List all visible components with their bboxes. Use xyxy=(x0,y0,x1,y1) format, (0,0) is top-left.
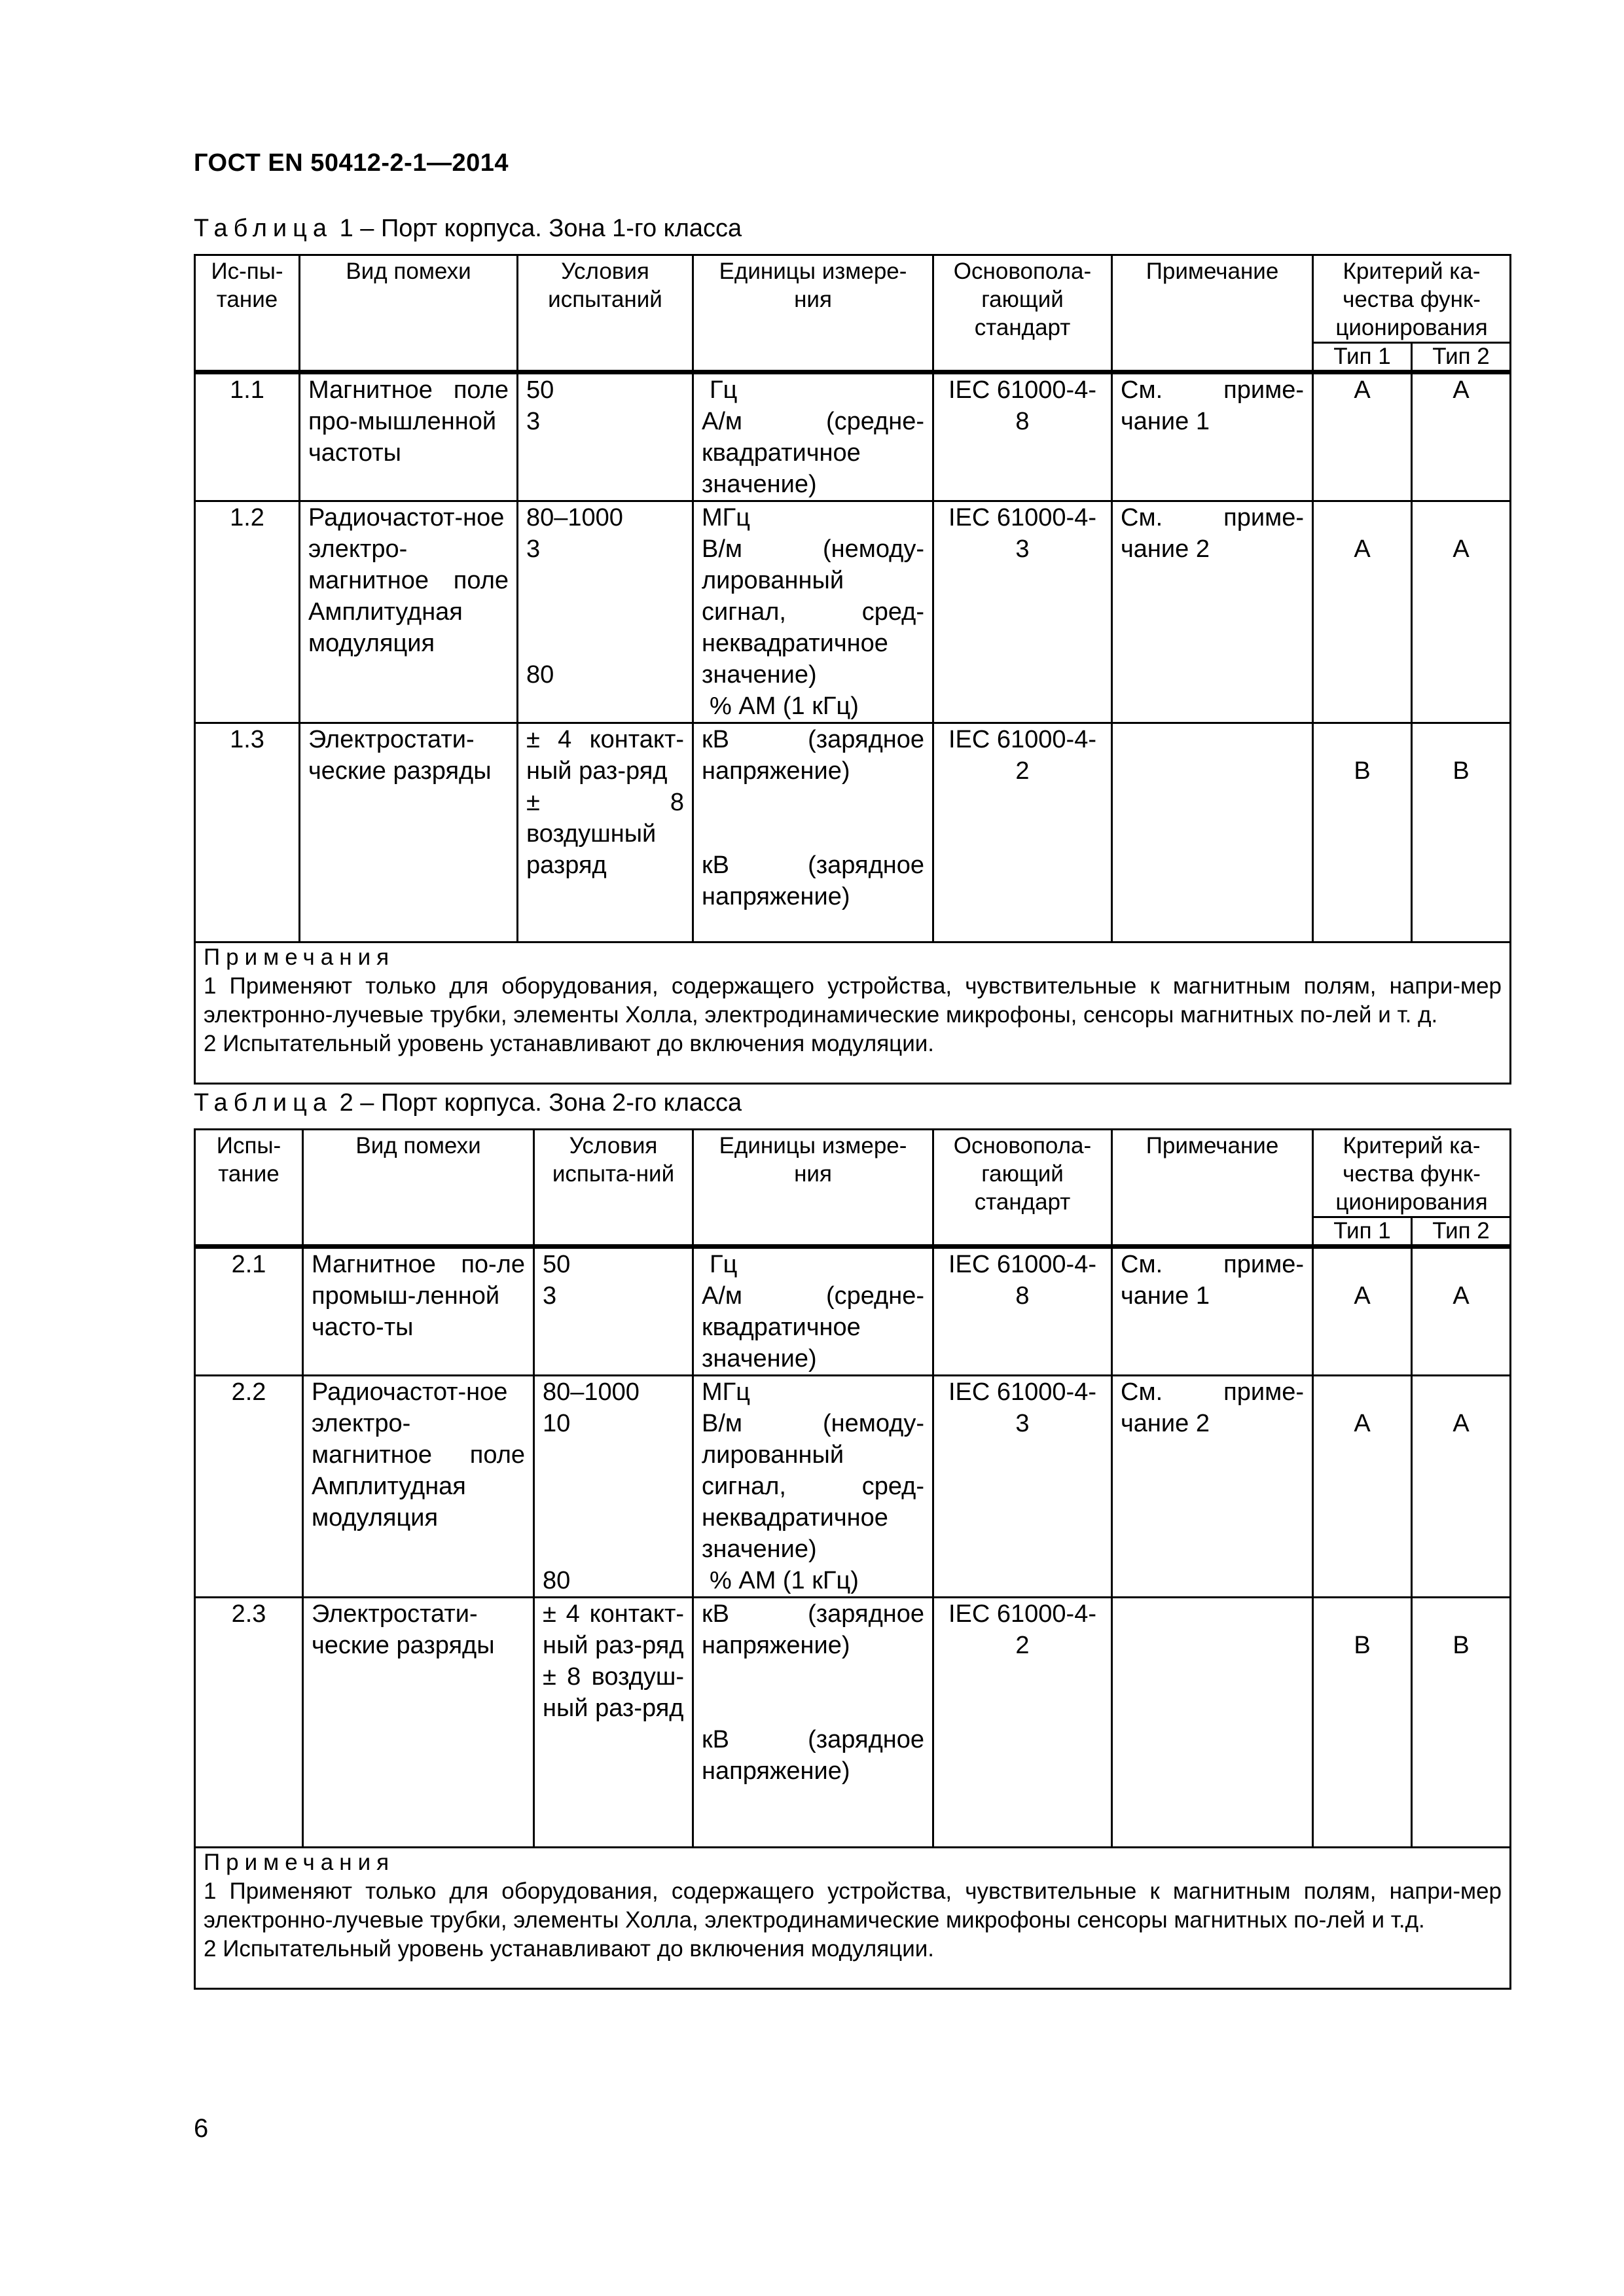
units-air: кВ (зарядное напряжение) xyxy=(702,852,924,910)
row-standard: IEC 61000-4-3 xyxy=(933,1376,1112,1598)
cond-level: 3 xyxy=(543,1282,557,1310)
row-units xyxy=(693,372,933,501)
row-units xyxy=(693,501,933,723)
row-id: 2.2 xyxy=(195,1376,303,1598)
row-standard: IEC 61000-4-8 xyxy=(933,1247,1112,1376)
row-remark xyxy=(1112,723,1313,942)
table-2-header-row xyxy=(195,1130,1511,1217)
row-type-2: A xyxy=(1412,501,1511,723)
table-2-caption-word: Таблица xyxy=(194,1089,333,1117)
table-row xyxy=(195,501,1511,723)
row-id: 1.3 xyxy=(195,723,300,942)
table-1-caption-word: Таблица xyxy=(194,215,333,242)
note-1: 1 Применяют только для оборудования, содержащего устройства, чувствительные к магнитным полям, напри-мер электронно-лучевые трубки, элементы Холла, электродинамические микрофоны, сенсоры магнитных по-лей и т. д. xyxy=(204,973,1502,1028)
row-conditions xyxy=(534,1247,693,1376)
row-id: 1.2 xyxy=(195,501,300,723)
header-type: Вид помехи xyxy=(300,255,518,372)
row-conditions xyxy=(518,723,693,942)
table-row xyxy=(195,372,1511,501)
cond-level: 10 xyxy=(543,1410,571,1437)
row-type-2: B xyxy=(1412,723,1511,942)
header-units: Единицы измере-ния xyxy=(693,255,933,372)
header-remark: Примечание xyxy=(1112,1130,1313,1247)
header-type-2: Тип 2 xyxy=(1412,1217,1511,1247)
row-remark xyxy=(1112,1598,1313,1848)
row-conditions xyxy=(534,1598,693,1848)
notes-row xyxy=(195,1848,1511,1989)
units-contact: кВ (зарядное напряжение) xyxy=(702,1600,924,1659)
notes-row xyxy=(195,942,1511,1084)
row-type-2: A xyxy=(1412,1247,1511,1376)
row-units xyxy=(693,1247,933,1376)
row-units xyxy=(693,1598,933,1848)
units-frequency: МГц xyxy=(702,1378,750,1406)
header-test: Ис-пы-тание xyxy=(195,255,300,372)
units-modulation: % АМ (1 кГц) xyxy=(710,1567,859,1594)
table-1-caption xyxy=(194,215,742,243)
table-row xyxy=(195,1376,1511,1598)
cond-contact: ± 4 контакт-ный раз-ряд xyxy=(543,1600,684,1659)
units-level: В/м (немоду-лированный сигнал, сред-неквадратичное значение) xyxy=(702,535,924,689)
header-conditions: Условия испыта-ний xyxy=(534,1130,693,1247)
row-type: Электростати-ческие разряды xyxy=(303,1598,534,1848)
cond-frequency: 50 xyxy=(543,1251,571,1278)
row-type: Радиочастот-ное электро-магнитное поле Амплитудная модуляция xyxy=(300,501,518,723)
units-frequency: Гц xyxy=(710,1251,738,1278)
cond-frequency: 80–1000 xyxy=(543,1378,640,1406)
page-number: 6 xyxy=(194,2114,209,2143)
table-row xyxy=(195,1598,1511,1848)
row-id: 1.1 xyxy=(195,372,300,501)
row-type-2: B xyxy=(1412,1598,1511,1848)
table-1-caption-title: 1 – Порт корпуса. Зона 1-го класса xyxy=(339,215,742,242)
header-standard: Основопола-гающий стандарт xyxy=(933,255,1112,372)
row-type: Электростати-ческие разряды xyxy=(300,723,518,942)
header-remark: Примечание xyxy=(1112,255,1313,372)
row-remark: См. приме-чание 1 xyxy=(1112,1247,1313,1376)
row-type-1: A xyxy=(1313,501,1412,723)
header-type-2: Тип 2 xyxy=(1412,343,1511,372)
table-2-caption xyxy=(194,1089,742,1117)
row-standard: IEC 61000-4-8 xyxy=(933,372,1112,501)
row-remark: См. приме-чание 1 xyxy=(1112,372,1313,501)
document-header: ГОСТ EN 50412-2-1—2014 xyxy=(194,149,509,177)
row-type-1: A xyxy=(1313,1247,1412,1376)
units-contact: кВ (зарядное напряжение) xyxy=(702,726,924,785)
notes-cell xyxy=(195,942,1511,1084)
header-standard: Основопола-гающий стандарт xyxy=(933,1130,1112,1247)
row-units xyxy=(693,1376,933,1598)
row-type-1: B xyxy=(1313,723,1412,942)
header-type: Вид помехи xyxy=(303,1130,534,1247)
header-criterion: Критерий ка-чества функ-ционирования xyxy=(1313,1130,1511,1217)
cond-air: ± 8 воздуш-ный раз-ряд xyxy=(543,1663,684,1722)
units-frequency: Гц xyxy=(710,376,738,404)
note-2: 2 Испытательный уровень устанавливают до включения модуляции. xyxy=(204,1031,935,1056)
header-type-1: Тип 1 xyxy=(1313,343,1412,372)
row-standard: IEC 61000-4-2 xyxy=(933,1598,1112,1848)
row-conditions xyxy=(518,372,693,501)
header-type-1: Тип 1 xyxy=(1313,1217,1412,1247)
note-1: 1 Применяют только для оборудования, содержащего устройства, чувствительные к магнитным полям, напри-мер электронно-лучевые трубки, элементы Холла, электродинамические микрофоны сенсоры магнитных по-лей и т.д. xyxy=(204,1878,1502,1933)
cond-frequency: 50 xyxy=(526,376,554,404)
row-remark: См. приме-чание 2 xyxy=(1112,1376,1313,1598)
units-modulation: % АМ (1 кГц) xyxy=(710,692,859,720)
row-standard: IEC 61000-4-2 xyxy=(933,723,1112,942)
row-type: Магнитное по-ле промыш-ленной часто-ты xyxy=(303,1247,534,1376)
row-type-1: A xyxy=(1313,372,1412,501)
header-conditions: Условия испытаний xyxy=(518,255,693,372)
row-id: 2.3 xyxy=(195,1598,303,1848)
header-criterion: Критерий ка-чества функ-ционирования xyxy=(1313,255,1511,343)
row-remark: См. приме-чание 2 xyxy=(1112,501,1313,723)
units-level: А/м (средне-квадратичное значение) xyxy=(702,408,924,498)
notes-cell xyxy=(195,1848,1511,1989)
units-level: В/м (немоду-лированный сигнал, сред-неквадратичное значение) xyxy=(702,1410,924,1563)
row-type-1: A xyxy=(1313,1376,1412,1598)
table-2-caption-title: 2 – Порт корпуса. Зона 2-го класса xyxy=(339,1089,742,1117)
cond-frequency: 80–1000 xyxy=(526,504,623,531)
table-2 xyxy=(194,1128,1511,1990)
row-standard: IEC 61000-4-3 xyxy=(933,501,1112,723)
notes-title: Примечания xyxy=(204,944,395,970)
cond-modulation: 80 xyxy=(526,661,554,689)
row-conditions xyxy=(518,501,693,723)
units-air: кВ (зарядное напряжение) xyxy=(702,1726,924,1785)
row-id: 2.1 xyxy=(195,1247,303,1376)
notes-title: Примечания xyxy=(204,1850,395,1875)
header-units: Единицы измере-ния xyxy=(693,1130,933,1247)
table-row xyxy=(195,723,1511,942)
cond-level: 3 xyxy=(526,408,541,435)
row-type-2: A xyxy=(1412,1376,1511,1598)
table-row xyxy=(195,1247,1511,1376)
row-conditions xyxy=(534,1376,693,1598)
row-type: Магнитное поле про-мышленной частоты xyxy=(300,372,518,501)
row-type-2: A xyxy=(1412,372,1511,501)
row-type: Радиочастот-ное электро-магнитное поле Амплитудная модуляция xyxy=(303,1376,534,1598)
header-test: Испы-тание xyxy=(195,1130,303,1247)
cond-air: ± 8 воздушный разряд xyxy=(526,789,684,879)
row-type-1: B xyxy=(1313,1598,1412,1848)
table-1 xyxy=(194,254,1511,1085)
table-1-header-row xyxy=(195,255,1511,343)
cond-contact: ± 4 контакт-ный раз-ряд xyxy=(526,726,684,785)
note-2: 2 Испытательный уровень устанавливают до включения модуляции. xyxy=(204,1936,935,1962)
row-units xyxy=(693,723,933,942)
units-level: А/м (средне-квадратичное значение) xyxy=(702,1282,924,1372)
cond-level: 3 xyxy=(526,535,541,563)
cond-modulation: 80 xyxy=(543,1567,571,1594)
units-frequency: МГц xyxy=(702,504,750,531)
